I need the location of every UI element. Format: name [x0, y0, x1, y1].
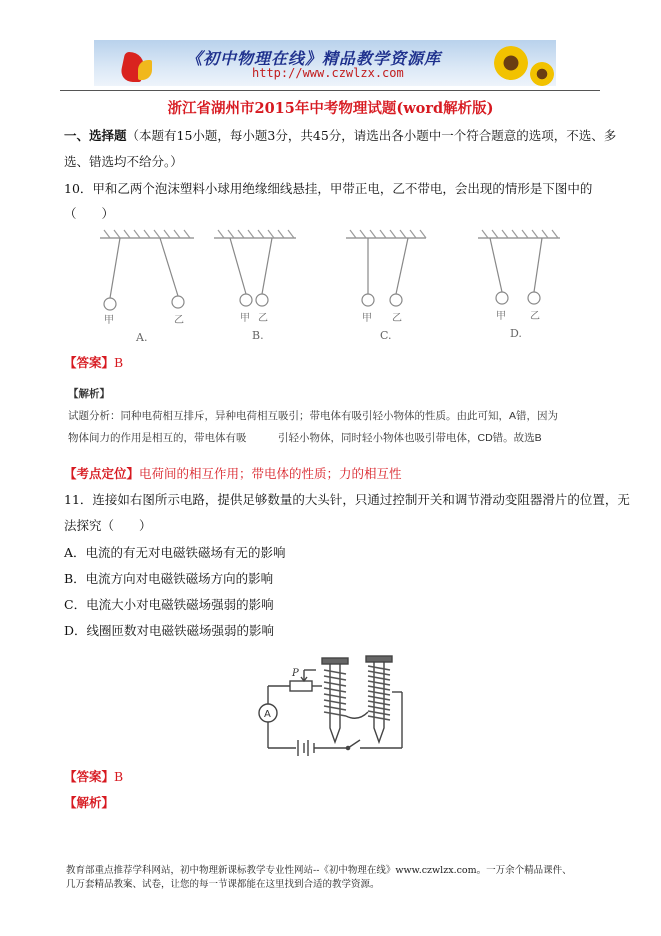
sunflower-icon	[494, 46, 528, 80]
q11-option-c: C．电流大小对电磁铁磁场强弱的影响	[64, 597, 274, 612]
banner-url[interactable]: http://www.czwlzx.com	[252, 66, 404, 80]
ammeter-label: A	[264, 709, 271, 720]
ball-label: 乙	[530, 311, 540, 322]
q11-circuit-figure	[250, 652, 420, 758]
header-banner	[94, 40, 556, 86]
q10-kaodian	[64, 466, 402, 482]
ball-label: 乙	[174, 315, 184, 326]
q10-analysis-line1: 试题分析：同种电荷相互排斥，异种电荷相互吸引；带电体有吸引轻小物体的性质。由此可知，A错，因为	[68, 410, 559, 422]
ball-label: 甲	[240, 313, 250, 324]
ball-label: 甲	[362, 313, 372, 324]
q10-figure	[90, 226, 570, 348]
option-label: B.	[252, 329, 264, 342]
q11-option-d: D．线圈匝数对电磁铁磁场强弱的影响	[64, 623, 275, 638]
banner-title: 《初中物理在线》精品教学资源库	[186, 49, 442, 68]
ball-label: 甲	[104, 315, 114, 326]
section-heading: 一、选择题	[64, 128, 127, 143]
q10-analysis-label: 【解析】	[68, 388, 110, 400]
q10-analysis-line2: 物体间力的作用是相互的，带电体有吸 引轻小物体，同时轻小物体也吸引带电体，CD错。故选B	[68, 432, 542, 444]
q11-stem-line2: 法探究（ ）	[64, 518, 152, 533]
q11-option-a: A．电流的有无对电磁铁磁场有无的影响	[64, 545, 286, 560]
section-text-line2: 选、错选均不给分。）	[64, 154, 183, 169]
ball-label: 乙	[392, 313, 402, 324]
answer-label: 【答案】	[64, 769, 115, 784]
answer-value: B	[114, 355, 124, 370]
q10-stem: 10．甲和乙两个泡沫塑料小球用绝缘细线悬挂，甲带正电，乙不带电，会出现的情形是下图中的	[64, 181, 593, 196]
q11-option-b: B．电流方向对电磁铁磁场方向的影响	[64, 571, 274, 586]
ball-label: 乙	[258, 313, 268, 324]
q11-stem-line1: 11．连接如右图所示电路，提供足够数量的大头针，只通过控制开关和调节滑动变阻器滑片的位置，无	[64, 492, 630, 507]
footer-line1: 教育部重点推荐学科网站，初中物理新课标教学专业性网站--《初中物理在线》www.czwlzx.com。一万余个精品课件、	[66, 865, 572, 876]
kaodian-label: 【考点定位】	[64, 466, 140, 481]
page-footer	[66, 864, 572, 892]
answer-label: 【答案】	[64, 355, 115, 370]
option-label: D.	[510, 327, 522, 340]
header-divider	[60, 90, 600, 91]
q10-paren: （ ）	[64, 206, 115, 221]
option-label: A.	[136, 331, 148, 344]
q11-analysis-label: 【解析】	[64, 795, 115, 810]
sunflower-icon	[530, 62, 554, 86]
ball-label: 甲	[496, 311, 506, 322]
logo-accent-icon	[138, 60, 152, 80]
section-intro	[64, 128, 616, 144]
q10-answer	[64, 355, 123, 371]
footer-line2: 几万套精品教案、试卷，让您的每一节课都能在这里找到合适的教学资源。	[66, 879, 380, 890]
q11-answer	[64, 769, 123, 785]
option-label: C.	[380, 329, 392, 342]
answer-value: B	[114, 769, 124, 784]
document-title: 浙江省湖州市2015年中考物理试题(word解析版)	[167, 100, 494, 117]
section-text-line1: （本题有15小题，每小题3分，共45分，请选出各小题中一个符合题意的选项，不选、多	[126, 128, 617, 143]
kaodian-text: 电荷间的相互作用；带电体的性质；力的相互性	[139, 466, 402, 481]
rheostat-slider-label: P	[292, 668, 299, 679]
